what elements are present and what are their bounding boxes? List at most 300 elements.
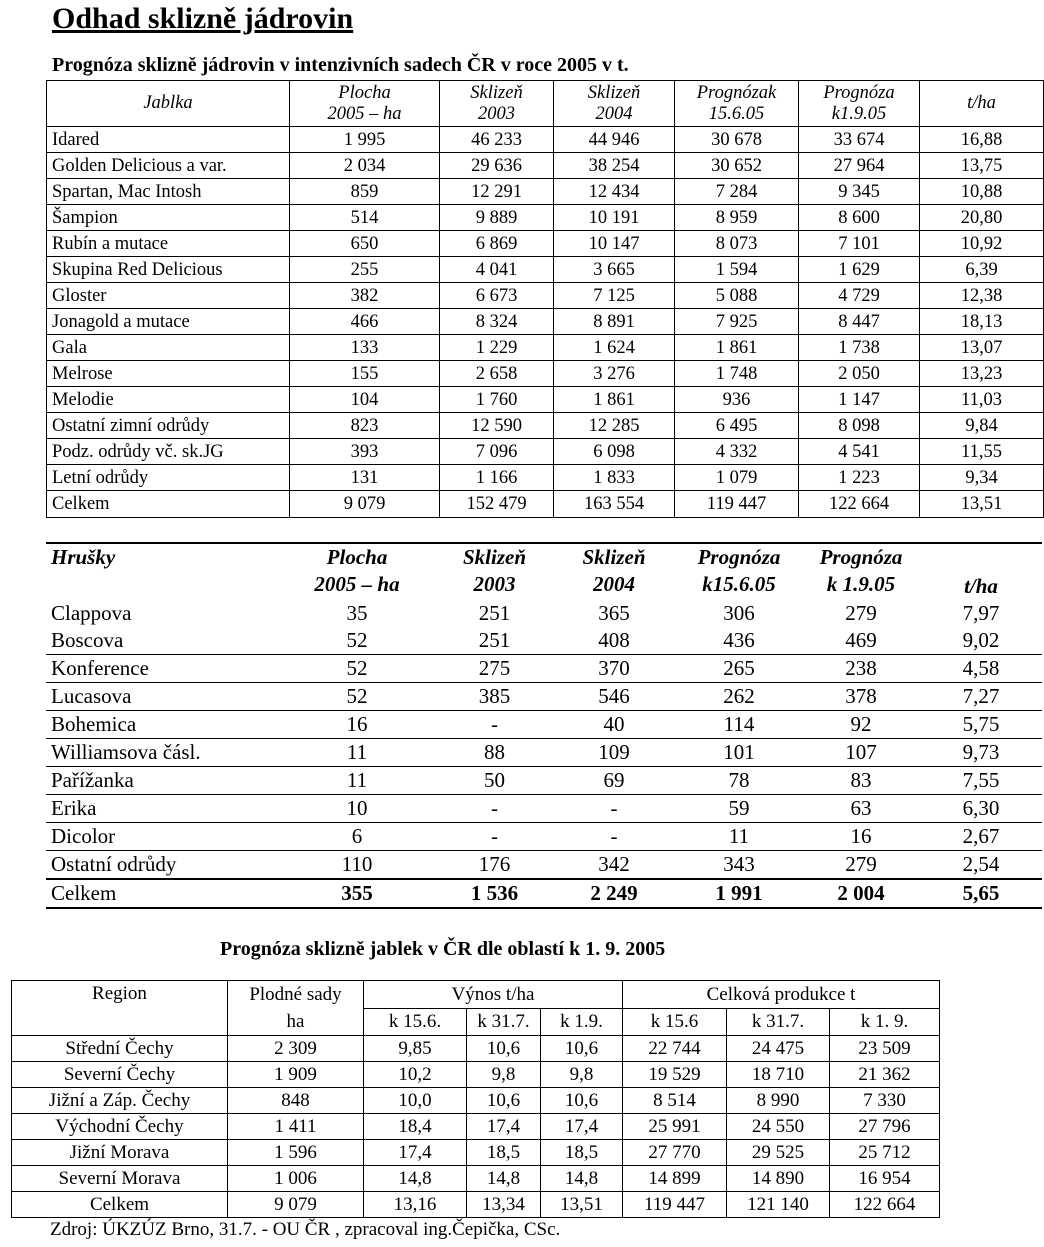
cell-value: 25 712	[830, 1140, 940, 1166]
row-label: Pařížanka	[46, 767, 277, 795]
cell-value: 12 590	[440, 413, 554, 439]
row-label: Bohemica	[46, 711, 277, 739]
header-sub-vynos-15-6: k 15.6.	[364, 1008, 467, 1036]
cell-value: 46 233	[440, 127, 554, 153]
header-prognoza-1-9: Prognóza k1.9.05	[799, 81, 920, 127]
cell-value: 4 729	[799, 283, 920, 309]
cell-value: 101	[676, 739, 802, 767]
cell-value: -	[437, 711, 552, 739]
cell-value: 40	[552, 711, 676, 739]
cell-value: 16	[277, 711, 437, 739]
table-row	[47, 231, 1044, 257]
cell-value: 38 254	[554, 153, 675, 179]
cell-value: 8 600	[799, 205, 920, 231]
cell-value: 7,55	[920, 767, 1042, 795]
cell-value: 104	[290, 387, 440, 413]
cell-value: 13,51	[541, 1192, 623, 1218]
header-prognoza-15-6: Prognóza k15.6.05	[697, 545, 781, 596]
cell-value: 21 362	[830, 1062, 940, 1088]
cell-value: 69	[552, 767, 676, 795]
table-row	[12, 1140, 940, 1166]
table-row	[12, 1114, 940, 1140]
cell-value: 9,84	[920, 413, 1044, 439]
table-row	[46, 683, 1042, 711]
cell-value: 6	[277, 823, 437, 851]
cell-value: 823	[290, 413, 440, 439]
cell-value: 279	[845, 601, 877, 625]
header-plocha: Plocha 2005 – ha	[314, 545, 400, 596]
cell-value: 83	[802, 767, 920, 795]
table-row	[12, 1088, 940, 1114]
cell-value: 650	[290, 231, 440, 257]
table-row	[46, 851, 1042, 880]
table-row	[12, 1036, 940, 1062]
cell-value: 1 909	[228, 1062, 364, 1088]
cell-value: 18,13	[920, 309, 1044, 335]
header-vynos: Výnos t/ha	[364, 981, 623, 1009]
cell-value: 7,27	[920, 683, 1042, 711]
apples-header-row	[47, 81, 1044, 127]
cell-value: 343	[676, 851, 802, 880]
cell-value: 9 889	[440, 205, 554, 231]
cell-value: 9,02	[962, 628, 1000, 652]
cell-value: 355	[277, 879, 437, 908]
cell-value: 6 869	[440, 231, 554, 257]
cell-value: 1 624	[554, 335, 675, 361]
cell-value: 92	[802, 711, 920, 739]
apples-table	[46, 80, 1044, 518]
cell-value: 155	[290, 361, 440, 387]
cell-value: 16	[802, 823, 920, 851]
pears-header-row	[46, 543, 1042, 600]
cell-value: 17,4	[364, 1140, 467, 1166]
cell-value: 848	[228, 1088, 364, 1114]
cell-value: 1 861	[554, 387, 675, 413]
cell-value: 10,88	[920, 179, 1044, 205]
row-label: Celkem	[47, 491, 290, 518]
table-row	[47, 153, 1044, 179]
cell-value: 8 891	[554, 309, 675, 335]
cell-value: 35	[346, 601, 368, 625]
regions-table	[11, 980, 940, 1218]
row-label: Idared	[47, 127, 290, 153]
cell-value: 109	[552, 739, 676, 767]
header-region: Region	[12, 981, 228, 1036]
cell-value: 107	[802, 739, 920, 767]
cell-value: 59	[676, 795, 802, 823]
cell-value: 10,6	[467, 1036, 541, 1062]
cell-value: 4,58	[920, 655, 1042, 683]
cell-value: 110	[277, 851, 437, 880]
cell-value: 1 229	[440, 335, 554, 361]
cell-value: 5 088	[675, 283, 799, 309]
row-label: Celkem	[12, 1192, 228, 1218]
total-row	[12, 1192, 940, 1218]
header-sub-vynos-31-7: k 31.7.	[467, 1008, 541, 1036]
cell-value: 4 332	[675, 439, 799, 465]
cell-value: 10 147	[554, 231, 675, 257]
header-plocha: Plocha 2005 – ha	[290, 81, 440, 127]
table-row	[47, 127, 1044, 153]
row-label: Jižní a Záp. Čechy	[12, 1088, 228, 1114]
cell-value: 2,54	[920, 851, 1042, 880]
row-label: Gala	[47, 335, 290, 361]
cell-value: 9,8	[467, 1062, 541, 1088]
cell-value: 1 991	[676, 879, 802, 908]
cell-value: 25 991	[623, 1114, 727, 1140]
cell-value: -	[552, 823, 676, 851]
table-row	[47, 205, 1044, 231]
cell-value: 10,6	[467, 1088, 541, 1114]
cell-value: 10,6	[541, 1036, 623, 1062]
cell-value: 11,55	[920, 439, 1044, 465]
cell-value: 27 796	[830, 1114, 940, 1140]
cell-value: 16 954	[830, 1166, 940, 1192]
row-label: Erika	[46, 795, 277, 823]
cell-value: 27 964	[799, 153, 920, 179]
row-label: Jižní Morava	[12, 1140, 228, 1166]
table-row	[46, 739, 1042, 767]
cell-value: 18 710	[727, 1062, 830, 1088]
row-label: Podz. odrůdy vč. sk.JG	[47, 439, 290, 465]
cell-value: 24 550	[727, 1114, 830, 1140]
header-sub-produkce-31-7: k 31.7.	[727, 1008, 830, 1036]
row-label: Šampion	[47, 205, 290, 231]
cell-value: 11	[277, 739, 437, 767]
cell-value: 1 223	[799, 465, 920, 491]
cell-value: 122 664	[830, 1192, 940, 1218]
cell-value: 3 665	[554, 257, 675, 283]
row-label: Ostatní odrůdy	[46, 851, 277, 880]
row-label: Jonagold a mutace	[47, 309, 290, 335]
row-label: Williamsova čásl.	[46, 739, 277, 767]
cell-value: 6 495	[675, 413, 799, 439]
row-label: Rubín a mutace	[47, 231, 290, 257]
total-row	[46, 879, 1042, 908]
cell-value: 2 249	[552, 879, 676, 908]
cell-value: 1 833	[554, 465, 675, 491]
cell-value: 238	[802, 655, 920, 683]
cell-value: 436	[723, 628, 755, 652]
cell-value: 11	[277, 767, 437, 795]
header-jablka: Jablka	[47, 81, 290, 127]
cell-value: 1 995	[290, 127, 440, 153]
cell-value: 14 890	[727, 1166, 830, 1192]
header-sklizen-2004: Sklizeň 2004	[554, 81, 675, 127]
cell-value: -	[552, 795, 676, 823]
header-prognoza-1-9: Prognóza k 1.9.05	[819, 545, 903, 596]
cell-value: 514	[290, 205, 440, 231]
row-label: Lucasova	[46, 683, 277, 711]
row-label: Gloster	[47, 283, 290, 309]
cell-value: 121 140	[727, 1192, 830, 1218]
cell-value: 7 330	[830, 1088, 940, 1114]
cell-value: 14,8	[467, 1166, 541, 1192]
cell-value: 17,4	[541, 1114, 623, 1140]
cell-value: 10,2	[364, 1062, 467, 1088]
cell-value: 29 525	[727, 1140, 830, 1166]
table-row	[47, 257, 1044, 283]
header-prognoza-15-6: Prognózak 15.6.05	[675, 81, 799, 127]
cell-value: 1 594	[675, 257, 799, 283]
header-sub-produkce-15-6: k 15.6	[623, 1008, 727, 1036]
row-label: Východní Čechy	[12, 1114, 228, 1140]
cell-value: 14,8	[364, 1166, 467, 1192]
row-label: Boscova	[51, 628, 124, 652]
cell-value: 2 309	[228, 1036, 364, 1062]
cell-value: 2 034	[290, 153, 440, 179]
table-row	[47, 413, 1044, 439]
cell-value: 16,88	[920, 127, 1044, 153]
cell-value: 3 276	[554, 361, 675, 387]
cell-value: 7 125	[554, 283, 675, 309]
cell-value: 7 925	[675, 309, 799, 335]
row-label: Spartan, Mac Intosh	[47, 179, 290, 205]
cell-value: 393	[290, 439, 440, 465]
cell-value: 1 536	[437, 879, 552, 908]
page-title: Odhad sklizně jádrovin	[52, 2, 354, 35]
cell-value: 13,23	[920, 361, 1044, 387]
cell-value: 9,73	[920, 739, 1042, 767]
table-row	[47, 309, 1044, 335]
cell-value: -	[437, 795, 552, 823]
table-row	[46, 711, 1042, 739]
cell-value: 8 098	[799, 413, 920, 439]
cell-value: 52	[277, 655, 437, 683]
table-row	[46, 767, 1042, 795]
cell-value: 8 073	[675, 231, 799, 257]
cell-value: 122 664	[799, 491, 920, 518]
cell-value: 12 291	[440, 179, 554, 205]
table-row	[12, 1166, 940, 1192]
cell-value: 131	[290, 465, 440, 491]
cell-value: 14 899	[623, 1166, 727, 1192]
table-row	[46, 600, 1042, 627]
cell-value: 2 658	[440, 361, 554, 387]
row-label: Dicolor	[46, 823, 277, 851]
cell-value: 10,6	[541, 1088, 623, 1114]
table-row	[47, 283, 1044, 309]
cell-value: 265	[676, 655, 802, 683]
cell-value: 385	[437, 683, 552, 711]
cell-value: 20,80	[920, 205, 1044, 231]
cell-value: 119 447	[623, 1192, 727, 1218]
table-row	[46, 627, 1042, 655]
row-label: Ostatní zimní odrůdy	[47, 413, 290, 439]
row-label: Severní Morava	[12, 1166, 228, 1192]
cell-value: 370	[552, 655, 676, 683]
cell-value: 63	[802, 795, 920, 823]
cell-value: 50	[437, 767, 552, 795]
cell-value: 29 636	[440, 153, 554, 179]
cell-value: 262	[676, 683, 802, 711]
cell-value: 17,4	[467, 1114, 541, 1140]
cell-value: 78	[676, 767, 802, 795]
cell-value: 10 191	[554, 205, 675, 231]
cell-value: 382	[290, 283, 440, 309]
cell-value: 1 596	[228, 1140, 364, 1166]
cell-value: 19 529	[623, 1062, 727, 1088]
row-label: Golden Delicious a var.	[47, 153, 290, 179]
cell-value: 2 004	[802, 879, 920, 908]
regions-section-title: Prognóza sklizně jablek v ČR dle oblastí k 1. 9. 2005	[220, 938, 666, 960]
cell-value: 6 673	[440, 283, 554, 309]
cell-value: 7 284	[675, 179, 799, 205]
cell-value: 8 324	[440, 309, 554, 335]
regions-header-row-1	[12, 981, 940, 1009]
cell-value: 13,16	[364, 1192, 467, 1218]
cell-value: 2 050	[799, 361, 920, 387]
cell-value: 12 434	[554, 179, 675, 205]
cell-value: 306	[723, 601, 755, 625]
cell-value: 365	[598, 601, 630, 625]
cell-value: 10,92	[920, 231, 1044, 257]
cell-value: 13,51	[920, 491, 1044, 518]
row-label: Severní Čechy	[12, 1062, 228, 1088]
header-t-ha: t/ha	[920, 81, 1044, 127]
cell-value: 546	[552, 683, 676, 711]
cell-value: 52	[277, 683, 437, 711]
cell-value: 13,07	[920, 335, 1044, 361]
cell-value: 33 674	[799, 127, 920, 153]
cell-value: 9,34	[920, 465, 1044, 491]
cell-value: 6,39	[920, 257, 1044, 283]
cell-value: 9 079	[228, 1192, 364, 1218]
cell-value: 22 744	[623, 1036, 727, 1062]
cell-value: 24 475	[727, 1036, 830, 1062]
cell-value: 251	[478, 601, 511, 625]
cell-value: 7,97	[962, 601, 1000, 625]
cell-value: 7 096	[440, 439, 554, 465]
cell-value: 275	[437, 655, 552, 683]
cell-value: 30 652	[675, 153, 799, 179]
apples-section-title: Prognóza sklizně jádrovin v intenzivních sadech ČR v roce 2005 v t.	[52, 54, 629, 76]
cell-value: 14,8	[541, 1166, 623, 1192]
row-label: Clappova	[51, 601, 132, 625]
cell-value: 133	[290, 335, 440, 361]
cell-value: 8 447	[799, 309, 920, 335]
cell-value: 18,4	[364, 1114, 467, 1140]
cell-value: 9 345	[799, 179, 920, 205]
cell-value: 255	[290, 257, 440, 283]
cell-value: 1 079	[675, 465, 799, 491]
cell-value: 152 479	[440, 491, 554, 518]
header-sklizen-2003: Sklizeň 2003	[462, 545, 527, 596]
header-sub-produkce-1-9: k 1. 9.	[830, 1008, 940, 1036]
table-row	[46, 655, 1042, 683]
table-row	[47, 179, 1044, 205]
cell-value: 1 147	[799, 387, 920, 413]
cell-value: 163 554	[554, 491, 675, 518]
cell-value: 10	[277, 795, 437, 823]
header-sklizen-2004: Sklizeň 2004	[582, 545, 646, 596]
cell-value: 12,38	[920, 283, 1044, 309]
cell-value: 13,75	[920, 153, 1044, 179]
header-celkova-produkce: Celková produkce t	[623, 981, 940, 1009]
header-sklizen-2003: Sklizeň 2003	[440, 81, 554, 127]
header-t-ha: t/ha	[964, 574, 998, 598]
row-label: Melodie	[47, 387, 290, 413]
header-hrusky: Hrušky	[51, 545, 116, 569]
table-row	[47, 335, 1044, 361]
cell-value: 1 166	[440, 465, 554, 491]
cell-value: 30 678	[675, 127, 799, 153]
cell-value: 9,8	[541, 1062, 623, 1088]
cell-value: 23 509	[830, 1036, 940, 1062]
table-row	[47, 387, 1044, 413]
header-plodne-sady: Plodné sady ha	[228, 981, 364, 1036]
cell-value: 408	[598, 628, 630, 652]
row-label: Celkem	[46, 879, 277, 908]
header-sub-vynos-1-9: k 1.9.	[541, 1008, 623, 1036]
cell-value: 52	[346, 628, 368, 652]
source-note: Zdroj: ÚKZÚZ Brno, 31.7. - OU ČR , zpracoval ing.Čepička, CSc.	[50, 1219, 561, 1240]
cell-value: 8 514	[623, 1088, 727, 1114]
table-row	[47, 361, 1044, 387]
cell-value: 8 990	[727, 1088, 830, 1114]
cell-value: 5,65	[920, 879, 1042, 908]
cell-value: 11,03	[920, 387, 1044, 413]
cell-value: 1 629	[799, 257, 920, 283]
row-label: Konference	[46, 655, 277, 683]
cell-value: 2,67	[920, 823, 1042, 851]
table-row	[47, 439, 1044, 465]
cell-value: 378	[802, 683, 920, 711]
table-row	[46, 823, 1042, 851]
cell-value: 176	[437, 851, 552, 880]
cell-value: 936	[675, 387, 799, 413]
cell-value: 4 041	[440, 257, 554, 283]
row-label: Střední Čechy	[12, 1036, 228, 1062]
cell-value: 119 447	[675, 491, 799, 518]
cell-value: 9 079	[290, 491, 440, 518]
cell-value: 859	[290, 179, 440, 205]
cell-value: 342	[552, 851, 676, 880]
cell-value: 44 946	[554, 127, 675, 153]
pears-table	[46, 542, 1042, 909]
cell-value: 18,5	[541, 1140, 623, 1166]
cell-value: 114	[676, 711, 802, 739]
cell-value: 5,75	[920, 711, 1042, 739]
row-label: Letní odrůdy	[47, 465, 290, 491]
cell-value: 1 861	[675, 335, 799, 361]
total-row	[47, 491, 1044, 518]
cell-value: 1 006	[228, 1166, 364, 1192]
cell-value: 27 770	[623, 1140, 727, 1166]
cell-value: 12 285	[554, 413, 675, 439]
table-row	[46, 795, 1042, 823]
cell-value: 6,30	[920, 795, 1042, 823]
cell-value: 9,85	[364, 1036, 467, 1062]
cell-value: 279	[802, 851, 920, 880]
cell-value: 88	[437, 739, 552, 767]
cell-value: -	[437, 823, 552, 851]
cell-value: 18,5	[467, 1140, 541, 1166]
cell-value: 251	[478, 628, 511, 652]
cell-value: 466	[290, 309, 440, 335]
cell-value: 1 760	[440, 387, 554, 413]
cell-value: 13,34	[467, 1192, 541, 1218]
table-row	[47, 465, 1044, 491]
cell-value: 10,0	[364, 1088, 467, 1114]
row-label: Skupina Red Delicious	[47, 257, 290, 283]
cell-value: 469	[845, 628, 877, 652]
table-row	[12, 1062, 940, 1088]
cell-value: 7 101	[799, 231, 920, 257]
cell-value: 4 541	[799, 439, 920, 465]
cell-value: 1 748	[675, 361, 799, 387]
cell-value: 6 098	[554, 439, 675, 465]
